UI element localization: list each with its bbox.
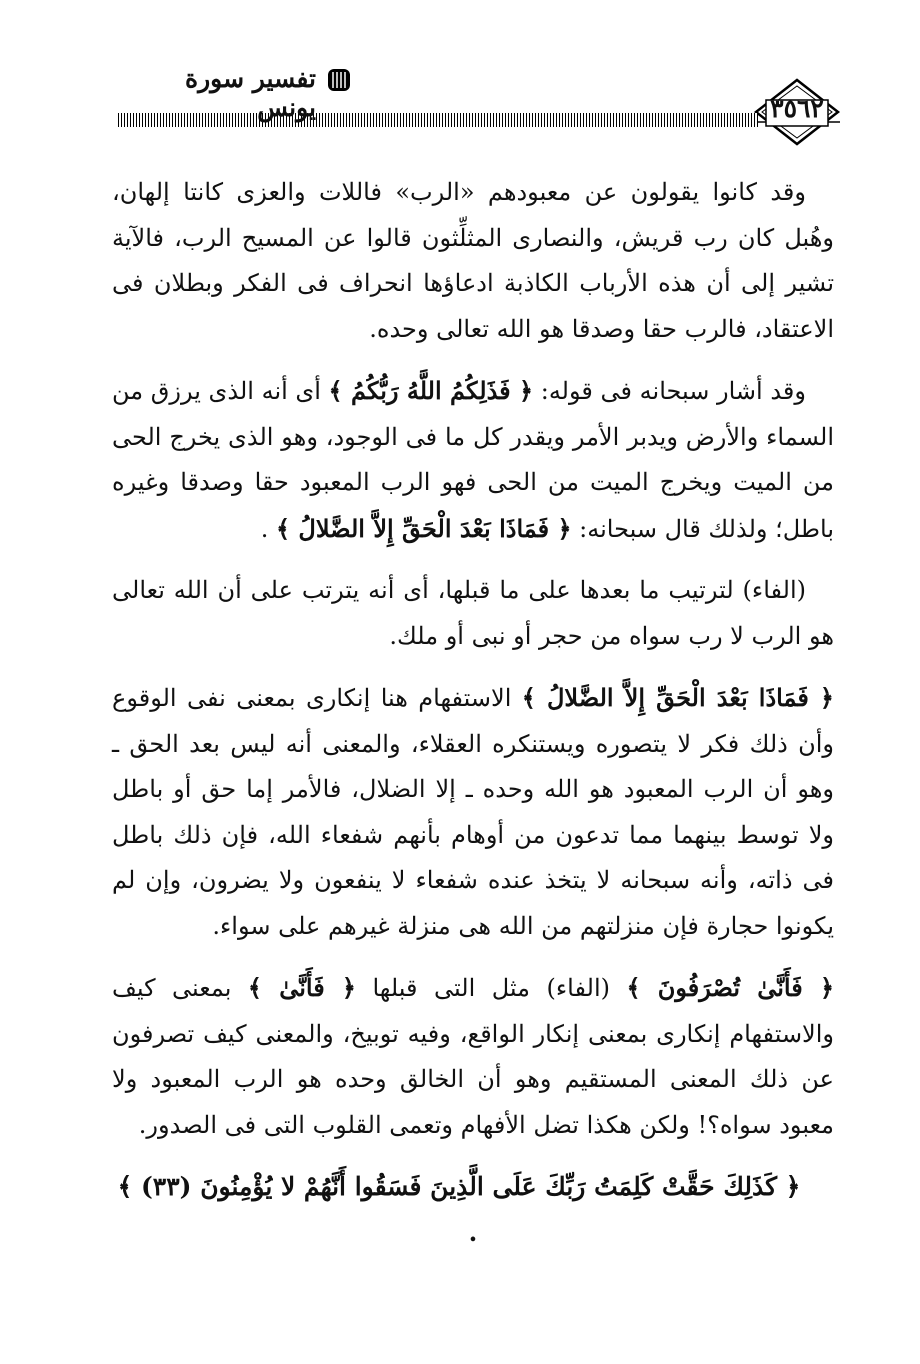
- quran-quote: ﴿ فَأَنَّىٰ تُصْرَفُونَ ﴾: [626, 973, 835, 1002]
- paragraph-text: .: [260, 514, 276, 543]
- paragraph-text: الاستفهام هنا إنكارى بمعنى نفى الوقوع وأن ذلك فكر لا يتصوره ويستنكره العقلاء، والمعنى أنه ليس بعد الحق ـ وهو أن الرب المعبود هو الله وحده ـ إلا الضلال، فالأمر إما حق أو باطل ولا توسط بينهما مما تدعون من أوهام بأنهم شفعاء الله، فإن ذلك باطل فى ذاته، وأنه سبحانه لا يتخذ عنده شفعاء لا ينفعون ولا يضرون، وإن لم يكونوا حجارة فإن منزلتهم من الله هى منزلة غيرهم على سواء.: [112, 684, 835, 940]
- paragraph-text: (الفاء) لترتيب ما بعدها على ما قبلها، أى أنه يترتب على أن الله تعالى هو الرب لا رب سواه من حجر أو نبى أو ملك.: [112, 576, 834, 650]
- paragraph-3: [112, 568, 834, 659]
- paragraph-text: بمعنى كيف والاستفهام إنكارى بمعنى إنكار الواقع، وفيه توبيخ، والمعنى كيف تصرفون عن ذلك المعنى المستقيم وهو أن الخالق وحده هو الرب المعبود ولا معبود سواه؟! ولكن هكذا تضل الأفهام وتعمى القلوب التى فى الصدور.: [112, 974, 834, 1139]
- page-number: ٣٥٦٢: [770, 94, 824, 123]
- quran-quote: ﴿ فَمَاذَا بَعْدَ الْحَقِّ إِلاَّ الضَّلالُ ﴾: [276, 513, 572, 543]
- book-ornament-icon: [324, 66, 354, 94]
- closing-verse: ﴿ كَذَلِكَ حَقَّتْ كَلِمَتُ رَبِّكَ عَلَى الَّذِينَ فَسَقُوا أَنَّهُمْ لا يُؤْمِنُونَ (٣٣) ﴾ .: [117, 1172, 801, 1247]
- paragraph-text: أى أنه الذى يرزق من السماء والأرض ويدبر الأمر ويقدر كل ما فى الوجود، وهو الذى يخرج الحى من الميت ويخرج الميت من الحى فهو الرب المعبود حقا وصدقا وغيره باطل؛ ولذلك قال سبحانه:: [112, 377, 834, 543]
- paragraph-text: (الفاء) مثل التى قبلها: [355, 974, 627, 1002]
- paragraph-text: وقد كانوا يقولون عن معبودهم «الرب» فاللات والعزى كانتا إلهان، وهُبل كان رب قريش، والنصارى المثلِّثون قالوا عن المسيح الرب، فالآية تشير إلى أن هذه الأرباب الكاذبة ادعاؤها انحراف فى الفكر وبطلان فى الاعتقاد، فالرب حقا وصدقا هو الله تعالى وحده.: [112, 178, 834, 343]
- paragraph-1: [112, 170, 834, 352]
- page-number-frame: [752, 76, 842, 148]
- paragraph-5: [112, 965, 834, 1148]
- paragraph-4: [112, 675, 834, 949]
- body-text: [112, 170, 834, 1271]
- quran-quote: ﴿ فَمَاذَا بَعْدَ الْحَقِّ إِلاَّ الضَّلالُ ﴾: [521, 683, 834, 712]
- running-head-title: تفسير سورة يونس: [185, 64, 316, 122]
- paragraph-2: [112, 368, 834, 552]
- page-header: [0, 0, 920, 170]
- quran-quote: ﴿ فَذَلِكُمُ اللَّهُ رَبُّكُمُ ﴾: [328, 376, 534, 405]
- paragraph-text: وقد أشار سبحانه فى قوله:: [533, 377, 806, 405]
- quran-quote: ﴿ فَأَنَّىٰ ﴾: [247, 973, 356, 1002]
